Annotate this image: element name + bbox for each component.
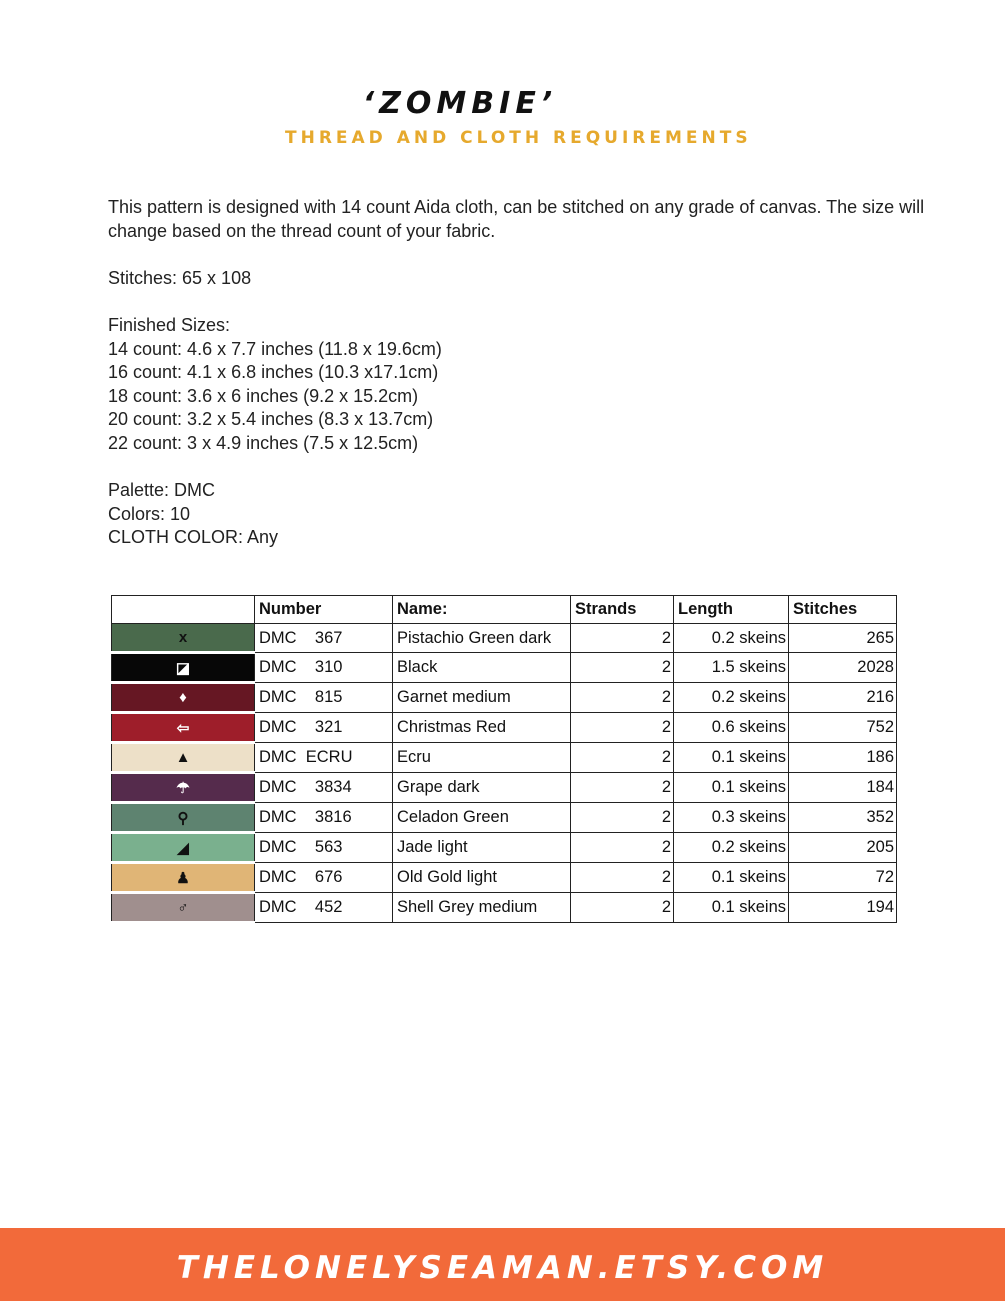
length: 0.1 skeins [674, 893, 789, 923]
finished-sizes [108, 314, 928, 456]
strands: 2 [571, 893, 674, 923]
size-line: 16 count: 4.1 x 6.8 inches (10.3 x17.1cm) [108, 362, 439, 383]
magnifier-symbol-icon: ⚲ [177, 809, 189, 827]
page-subtitle: THREAD AND CLOTH REQUIREMENTS [285, 128, 752, 148]
length: 1.5 skeins [674, 653, 789, 683]
stitches-header: Stitches [789, 596, 897, 624]
length: 0.1 skeins [674, 863, 789, 893]
cloth-color-text: CLOTH COLOR: Any [108, 527, 279, 548]
thread-table [111, 595, 897, 924]
stitch-count: 752 [789, 713, 897, 743]
color-swatch [112, 893, 255, 923]
diamond-symbol-icon: ♦ [179, 689, 187, 706]
x-symbol-icon: x [178, 629, 188, 646]
strands: 2 [571, 863, 674, 893]
table-row [112, 893, 897, 923]
length: 0.2 skeins [674, 624, 789, 653]
table-row [112, 803, 897, 833]
umbrella-symbol-icon: ☂ [176, 779, 190, 797]
intro-text: This pattern is designed with 14 count Aida cloth, can be stitched on any grade of canvas. The size will change based on the thread count of your fabric. [108, 197, 925, 241]
palette-info [108, 479, 928, 550]
strands: 2 [571, 803, 674, 833]
color-swatch [112, 713, 255, 743]
length: 0.6 skeins [674, 713, 789, 743]
strands: 2 [571, 833, 674, 863]
table-row [112, 833, 897, 863]
thread-number: DMC 815 [255, 683, 393, 713]
color-swatch [112, 803, 255, 833]
name-header: Name: [393, 596, 571, 624]
thread-name: Garnet medium [393, 683, 571, 713]
stitch-count: 265 [789, 624, 897, 653]
thread-name: Old Gold light [393, 863, 571, 893]
size-line: 18 count: 3.6 x 6 inches (9.2 x 15.2cm) [108, 385, 419, 406]
male-symbol-icon: ♂ [177, 899, 189, 916]
thread-name: Celadon Green [393, 803, 571, 833]
colors-text: Colors: 10 [108, 503, 191, 524]
table-row [112, 863, 897, 893]
color-swatch [112, 683, 255, 713]
stitch-count: 184 [789, 773, 897, 803]
color-swatch [112, 773, 255, 803]
palette-text: Palette: DMC [108, 480, 216, 501]
strands-header: Strands [571, 596, 674, 624]
thread-name: Ecru [393, 743, 571, 773]
color-swatch [112, 863, 255, 893]
size-line: 20 count: 3.2 x 5.4 inches (8.3 x 13.7cm) [108, 409, 434, 430]
stitch-count: 194 [789, 893, 897, 923]
strands: 2 [571, 653, 674, 683]
footer-banner [0, 1228, 1005, 1301]
thread-name: Christmas Red [393, 713, 571, 743]
arrow-left-symbol-icon: ⇦ [176, 719, 190, 737]
thread-name: Jade light [393, 833, 571, 863]
stitch-count: 72 [789, 863, 897, 893]
sizes-label: Finished Sizes: [108, 314, 231, 335]
shop-url[interactable]: THELONELYSEAMAN.ETSY.COM [176, 1250, 829, 1286]
table-row [112, 773, 897, 803]
pattern-info [108, 196, 928, 574]
number-header: Number [255, 596, 393, 624]
length: 0.1 skeins [674, 743, 789, 773]
size-line: 22 count: 3 x 4.9 inches (7.5 x 12.5cm) [108, 432, 419, 453]
color-swatch [112, 653, 255, 683]
table-row [112, 683, 897, 713]
thread-name: Pistachio Green dark [393, 624, 571, 653]
length: 0.1 skeins [674, 773, 789, 803]
thread-name: Shell Grey medium [393, 893, 571, 923]
thread-number: DMC 3816 [255, 803, 393, 833]
color-swatch [112, 743, 255, 773]
thread-name: Black [393, 653, 571, 683]
thread-number: DMC ECRU [255, 743, 393, 773]
stitch-count: 352 [789, 803, 897, 833]
size-line: 14 count: 4.6 x 7.7 inches (11.8 x 19.6cm) [108, 338, 442, 359]
length: 0.2 skeins [674, 833, 789, 863]
stitch-count: 2028 [789, 653, 897, 683]
thread-number: DMC 676 [255, 863, 393, 893]
page-title: ‘ZOMBIE’ [362, 86, 558, 121]
thread-number: DMC 321 [255, 713, 393, 743]
color-swatch [112, 624, 255, 653]
table-row [112, 624, 897, 653]
strands: 2 [571, 743, 674, 773]
stitch-count: 186 [789, 743, 897, 773]
strands: 2 [571, 713, 674, 743]
strands: 2 [571, 773, 674, 803]
thread-number: DMC 3834 [255, 773, 393, 803]
table-row [112, 653, 897, 683]
stitch-count: 216 [789, 683, 897, 713]
thread-name: Grape dark [393, 773, 571, 803]
thread-number: DMC 563 [255, 833, 393, 863]
table-header-row [112, 596, 897, 624]
symbol-header [112, 596, 255, 624]
table-row [112, 713, 897, 743]
stitch-count: 205 [789, 833, 897, 863]
triangle-symbol-icon: ◢ [177, 839, 189, 857]
thread-number: DMC 310 [255, 653, 393, 683]
strands: 2 [571, 683, 674, 713]
length: 0.3 skeins [674, 803, 789, 833]
thread-number: DMC 367 [255, 624, 393, 653]
arrowhead-symbol-icon: ▲ [175, 749, 191, 766]
thread-number: DMC 452 [255, 893, 393, 923]
table-row [112, 743, 897, 773]
half-square-symbol-icon: ◪ [175, 659, 191, 677]
pawn-symbol-icon: ♟ [176, 869, 190, 887]
length-header: Length [674, 596, 789, 624]
strands: 2 [571, 624, 674, 653]
color-swatch [112, 833, 255, 863]
length: 0.2 skeins [674, 683, 789, 713]
stitches-text: Stitches: 65 x 108 [108, 267, 252, 288]
